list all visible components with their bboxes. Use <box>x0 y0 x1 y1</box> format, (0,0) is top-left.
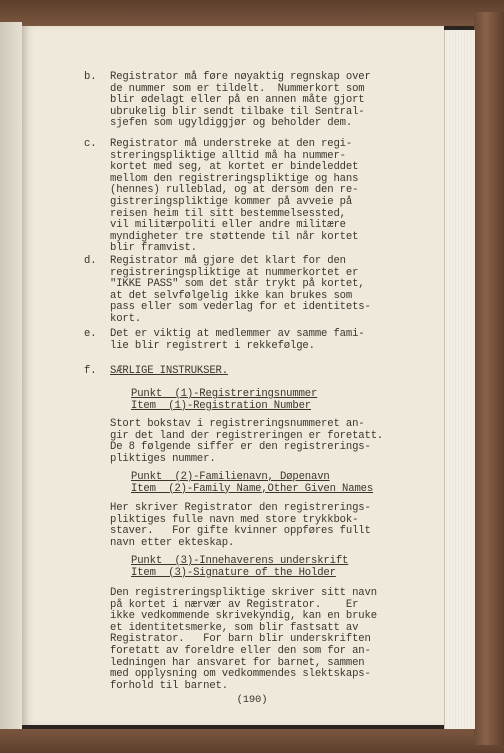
text-line: Registrator. For barn blir underskriften <box>110 633 371 646</box>
item-2-heading <box>131 472 431 495</box>
text-line: myndigheter tre støttende til når kortet <box>110 230 359 243</box>
text-line: Det er viktig at medlemmer av samme fami- <box>110 328 365 340</box>
special-instructions-heading: SÆRLIGE INSTRUKSER. <box>110 365 228 377</box>
item-2-paragraph <box>110 503 410 549</box>
text-line: streringspliktige alltid må ha nummer- <box>110 149 346 162</box>
item-e-paragraph <box>110 329 410 352</box>
heading-english: Item (3)-Signature of the Holder <box>131 566 336 579</box>
text-line: vil militærpoliti eller andre militære <box>110 219 346 232</box>
text-line: pliktiges nummer. <box>110 452 216 465</box>
heading-norwegian: Punkt (3)-Innehaverens underskrift <box>131 555 349 567</box>
text-line: med opplysning om vedkommendes slektskaps- <box>110 668 371 681</box>
text-line: at det selvfølgelig ikke kan brukes som <box>110 289 353 302</box>
text-line: sjefen som ugyldiggjør og beholder dem. <box>110 117 353 130</box>
text-line: (hennes) rulleblad, og at dersom den re- <box>110 184 359 197</box>
text-line: Her skriver Registrator den registrerings- <box>110 502 371 514</box>
text-line: ikke vedkommende skrivekyndig, kan en bruke <box>110 610 377 623</box>
page-number: (190) <box>236 694 268 706</box>
text-line: blir framvist. <box>110 242 197 255</box>
text-line: pass eller som vederlag for et identitets- <box>110 301 371 314</box>
text-line: gir det land der registreringen er foretatt. <box>110 429 384 442</box>
item-marker-d: d. <box>84 255 97 267</box>
text-line: foretatt av foreldre eller den som for an- <box>110 644 371 657</box>
text-line: Registrator må føre nøyaktig regnskap over <box>110 71 371 83</box>
text-line: ubrukelig blir sendt tilbake til Sentral- <box>110 105 365 118</box>
text-line: lie blir registrert i rekkefølge. <box>110 339 315 352</box>
text-line: Registrator må understreke at den regi- <box>110 138 353 150</box>
text-line: registreringspliktige at nummerkortet er <box>110 266 359 279</box>
text-line: ledningen har ansvaret for barnet, sammen <box>110 656 365 669</box>
text-line: på kortet i nærvær av Registrator. Er <box>110 598 359 611</box>
text-line: blir ødelagt eller på en annen måte gjort <box>110 94 365 107</box>
item-1-heading <box>131 389 431 412</box>
item-1-paragraph <box>110 419 410 465</box>
item-3-heading <box>131 556 431 579</box>
text-line: Registrator må gjøre det klart for den <box>110 255 346 267</box>
text-line: reisen heim til sitt bestemmelsessted, <box>110 207 346 220</box>
text-line: kortet med seg, at kortet er bindeleddet <box>110 161 359 174</box>
text-line: de nummer som er tildelt. Nummerkort som <box>110 82 365 95</box>
item-b-paragraph <box>110 72 410 130</box>
text-line: Stort bokstav i registreringsnummeret an- <box>110 418 365 430</box>
text-line: staver. For gifte kvinner oppføres fullt <box>110 525 371 538</box>
text-line: "IKKE PASS" som det står trykt på kortet, <box>110 278 365 291</box>
text-line: mellom den registreringspliktige og hans <box>110 172 359 185</box>
heading-norwegian: Punkt (1)-Registreringsnummer <box>131 388 318 400</box>
item-marker-f: f. <box>84 365 97 377</box>
text-line: gistreringspliktige kommer på avveie på <box>110 195 353 208</box>
text-line: kort. <box>110 312 142 325</box>
text-line: pliktiges fulle navn med store trykkbok- <box>110 513 359 526</box>
item-d-paragraph <box>110 256 410 326</box>
item-c-paragraph <box>110 139 410 255</box>
heading-english: Item (1)-Registration Number <box>131 399 312 412</box>
text-line: navn etter ekteskap. <box>110 536 235 549</box>
heading-norwegian: Punkt (2)-Familienavn, Døpenavn <box>131 471 330 483</box>
text-line: De 8 følgende siffer er den registrerings- <box>110 441 371 454</box>
text-line: forhold til barnet. <box>110 679 228 692</box>
item-3-paragraph <box>110 588 410 692</box>
item-marker-c: c. <box>84 138 97 150</box>
item-marker-e: e. <box>84 328 97 340</box>
text-line: Den registreringspliktige skriver sitt navn <box>110 587 377 599</box>
heading-english: Item (2)-Family Name,Other Given Names <box>131 482 374 495</box>
text-line: et identitetsmerke, som blir fastsatt av <box>110 621 359 634</box>
item-f-heading <box>110 366 410 378</box>
item-marker-b: b. <box>84 71 97 83</box>
